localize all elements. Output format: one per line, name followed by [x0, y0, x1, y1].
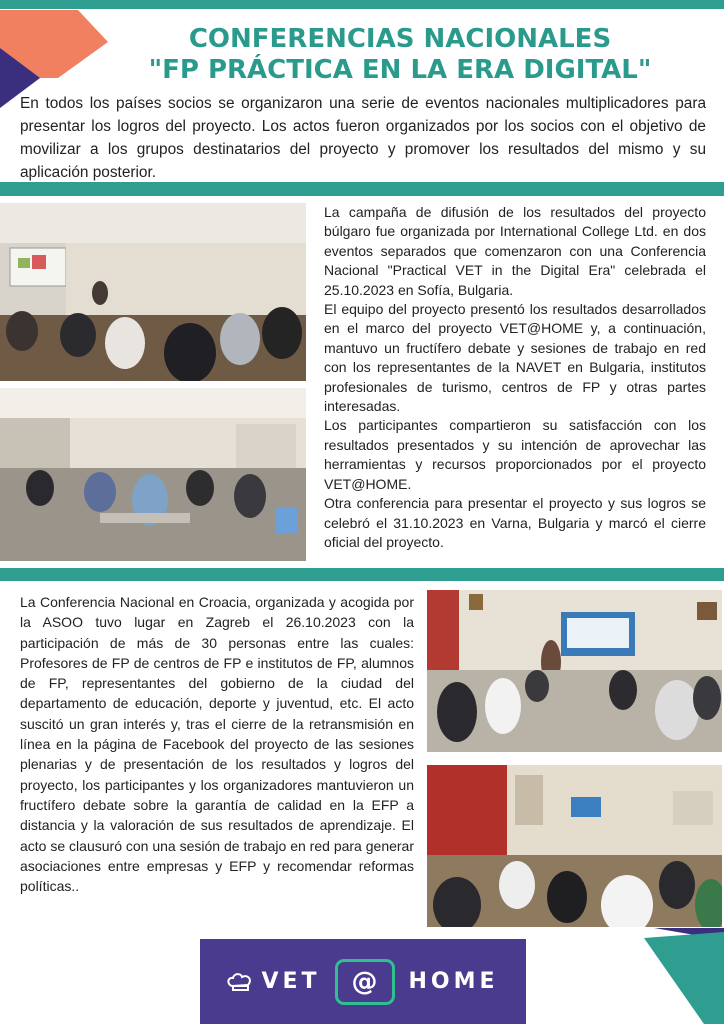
chef-hat-icon	[227, 973, 253, 991]
page-title	[120, 24, 680, 86]
title-line-1: CONFERENCIAS NACIONALES	[188, 24, 612, 54]
vet-at-home-logo	[200, 939, 526, 1024]
logo-monitor-icon	[335, 959, 395, 1005]
photo-bulgaria-varna-conference	[0, 388, 306, 561]
divider-bar-1	[0, 182, 724, 196]
croatia-paragraph: La Conferencia Nacional en Croacia, organizada y acogida por la ASOO tuvo lugar en Zagreb el 26.10.2023 con la participación de más de 30 personas entre las cuales: Profesores de FP de centros de FP e institutos de FP, alumnos de FP, representantes del gobierno de la ciudad del departamento de educación, deporte y juventud, etc. El acto suscitó un gran interés y, tras el cierre de la retransmisión en línea en la página de Facebook del proyecto de las sesiones plenarias y de presentación de los resultados y logros del proyecto, los participantes y los organizadores mantuvieron un fructífero debate sobre la garantía de calidad en la EFP a distancia y la valoración de sus resultados de aprendizaje. El acto se clausuró con una sesión de trabajo en red para generar asociaciones entre empresas y EFP y recomendar reformas políticas..	[20, 594, 414, 895]
croatia-text-block	[20, 592, 414, 896]
bulgaria-paragraph-1: La campaña de difusión de los resultados del proyecto búlgaro fue organizada por International College Ltd. en dos eventos separados que comenzaron con una Conferencia Nacional "Practical VET in the Digital Era" celebrada el 25.10.2023 en Sofía, Bulgaria.	[324, 204, 706, 298]
logo-word-home: HOME	[408, 969, 499, 994]
intro-paragraph: En todos los países socios se organizaron una serie de eventos nacionales multiplicadores para presentar los logros del proyecto. Los actos fueron organizados por los socios con el objetivo de movilizar a los grupos destinatarios del proyecto y promover los resultados del mismo y su aplicación posterior.	[20, 95, 706, 181]
photo-bulgaria-sofia-conference	[0, 203, 306, 381]
top-divider-bar	[0, 0, 724, 9]
divider-bar-2	[0, 568, 724, 581]
photo-croatia-conference-presenter	[427, 590, 722, 752]
photo-croatia-conference-audience	[427, 765, 722, 927]
logo-word-vet: VET	[261, 969, 321, 994]
bulgaria-paragraph-2: El equipo del proyecto presentó los resultados desarrollados en el marco del proyecto VET@HOME y, a continuación, mantuvo un fructífero debate y sesiones de trabajo en red con los representantes de la NAVET en Bulgaria, institutos profesionales de turismo, centros de FP y otras partes interesadas.	[324, 301, 706, 415]
title-line-2: "FP PRÁCTICA EN LA ERA DIGITAL"	[148, 55, 652, 85]
corner-decoration-bottom-right	[614, 928, 724, 1024]
bulgaria-text-block	[324, 203, 706, 552]
bulgaria-paragraph-4: Otra conferencia para presentar el proyecto y sus logros se celebró el 31.10.2023 en Varna, Bulgaria y marcó el cierre oficial del proyecto.	[324, 495, 706, 550]
logo-at-symbol: @	[351, 966, 378, 997]
bulgaria-paragraph-3: Los participantes compartieron su satisfacción con los resultados presentados y su intención de aprovechar las herramientas y recursos proporcionados por el proyecto VET@HOME.	[324, 417, 706, 492]
